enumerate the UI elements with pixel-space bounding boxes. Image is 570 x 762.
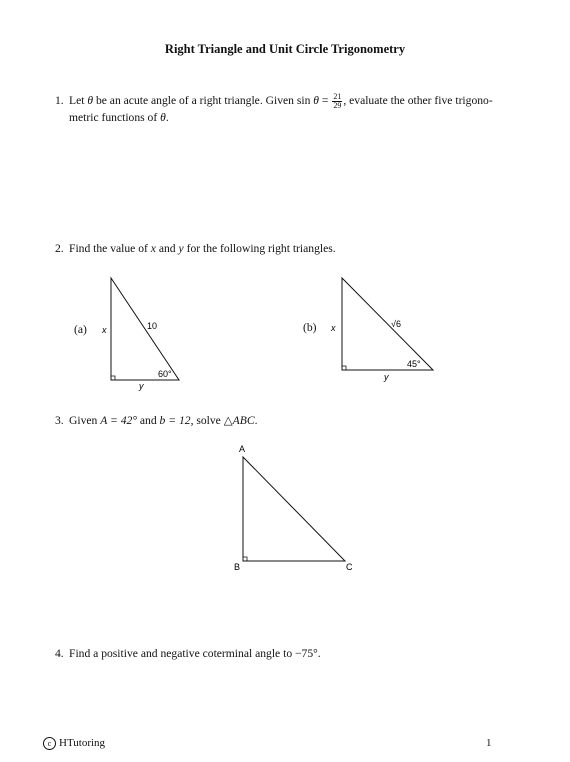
angle-label: 60° [158, 369, 172, 379]
triangle-figure-b [325, 272, 440, 384]
question-text: Find a positive and negative coterminal angle to −75°. [69, 647, 321, 660]
question-3 [55, 413, 535, 431]
hypotenuse-label: 10 [147, 321, 158, 331]
question-number: 4. [55, 647, 64, 660]
vertex-b-label: B [234, 562, 241, 572]
side-y-label: y [384, 372, 389, 382]
triangle-figure-a [95, 272, 195, 394]
question-2 [55, 241, 535, 259]
question-number: 2. [55, 242, 64, 255]
side-y-label: y [139, 381, 144, 391]
vertex-a-label: A [239, 444, 246, 454]
question-text: Find the value of x and y for the following right triangles. [69, 242, 336, 255]
question-4 [55, 646, 535, 664]
footer-brand [43, 737, 105, 750]
side-x-label: x [331, 323, 336, 333]
vertex-c-label: C [346, 562, 353, 572]
question-text-line1: Let θ be an acute angle of a right triangle. Given sin θ = $\frac{21}{29}$ , evaluate the other five trigono- [69, 92, 493, 110]
part-a-label: (a) [74, 323, 87, 336]
page-title: Right Triangle and Unit Circle Trigonometry [164, 42, 406, 56]
question-number: 1. [55, 94, 64, 107]
fraction: $\frac{21}{29}$ [333, 92, 342, 110]
question-number: 3. [55, 414, 64, 427]
question-text-line2: metric functions of θ. [69, 111, 169, 124]
angle-label: 45° [407, 359, 421, 369]
question-text: Given A = 42° and b = 12, solve △ABC. [69, 414, 258, 427]
hypotenuse-label: √6 [391, 319, 401, 329]
part-b-label: (b) [303, 321, 317, 334]
brand-name: HTutoring [59, 737, 106, 749]
side-x-label: x [102, 325, 107, 335]
triangle-figure-abc [230, 441, 360, 576]
copyright-icon: c [43, 737, 56, 750]
question-1 [55, 93, 535, 127]
page-number: 1 [486, 737, 492, 749]
